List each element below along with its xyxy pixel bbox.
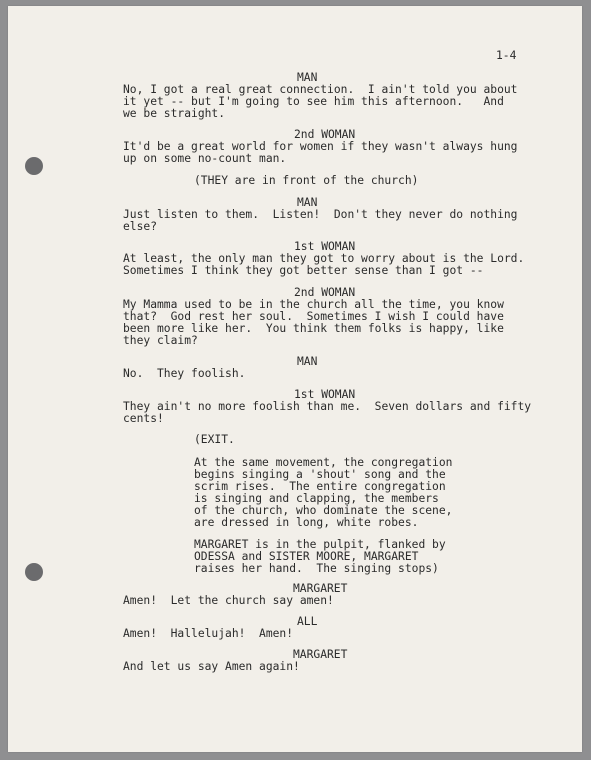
script-page	[8, 6, 582, 752]
stage-direction: is singing and clapping, the members	[194, 492, 439, 505]
dialogue-line: Amen! Hallelujah! Amen!	[123, 627, 294, 640]
speaker-name: MARGARET	[293, 582, 348, 595]
dialogue-line: we be straight.	[123, 107, 226, 120]
page-number: 1-4	[496, 49, 517, 62]
stage-direction: begins singing a 'shout' song and the	[194, 468, 446, 481]
stage-direction: MARGARET is in the pulpit, flanked by	[194, 538, 446, 551]
dialogue-line: It'd be a great world for women if they wasn't always hung	[123, 140, 518, 153]
dialogue-line: that? God rest her soul. Sometimes I wish I could have	[123, 310, 504, 323]
speaker-name: 1st WOMAN	[294, 388, 356, 401]
speaker-name: 2nd WOMAN	[294, 286, 356, 299]
dialogue-line: Just listen to them. Listen! Don't they never do nothing	[123, 208, 518, 221]
dialogue-line: up on some no-count man.	[123, 152, 287, 165]
dialogue-line: cents!	[123, 412, 164, 425]
stage-direction: (THEY are in front of the church)	[194, 174, 419, 187]
speaker-name: MAN	[297, 71, 318, 84]
stage-direction: (EXIT.	[194, 433, 235, 446]
speaker-name: ALL	[297, 615, 318, 628]
dialogue-line: it yet -- but I'm going to see him this afternoon. And	[123, 95, 504, 108]
stage-direction: At the same movement, the congregation	[194, 456, 453, 469]
speaker-name: MAN	[297, 355, 318, 368]
dialogue-line: My Mamma used to be in the church all the time, you know	[123, 298, 504, 311]
speaker-name: MAN	[297, 196, 318, 209]
dialogue-line: At least, the only man they got to worry about is the Lord.	[123, 252, 525, 265]
dialogue-line: No. They foolish.	[123, 367, 246, 380]
dialogue-line: else?	[123, 220, 158, 233]
dialogue-line: they claim?	[123, 334, 198, 347]
stage-direction: of the church, who dominate the scene,	[194, 504, 453, 517]
dialogue-line: They ain't no more foolish than me. Seven dollars and fifty	[123, 400, 532, 413]
stage-direction: ODESSA and SISTER MOORE, MARGARET	[194, 550, 419, 563]
stage-direction: raises her hand. The singing stops)	[194, 562, 439, 575]
dialogue-line: been more like her. You think them folks is happy, like	[123, 322, 504, 335]
dialogue-line: Amen! Let the church say amen!	[123, 594, 334, 607]
dialogue-line: Sometimes I think they got better sense than I got --	[123, 264, 484, 277]
speaker-name: 1st WOMAN	[294, 240, 356, 253]
speaker-name: 2nd WOMAN	[294, 128, 356, 141]
punch-hole	[25, 157, 43, 175]
dialogue-line: And let us say Amen again!	[123, 660, 300, 673]
stage-direction: are dressed in long, white robes.	[194, 516, 419, 529]
punch-hole	[25, 563, 43, 581]
speaker-name: MARGARET	[293, 648, 348, 661]
stage-direction: scrim rises. The entire congregation	[194, 480, 446, 493]
dialogue-line: No, I got a real great connection. I ain't told you about	[123, 83, 518, 96]
